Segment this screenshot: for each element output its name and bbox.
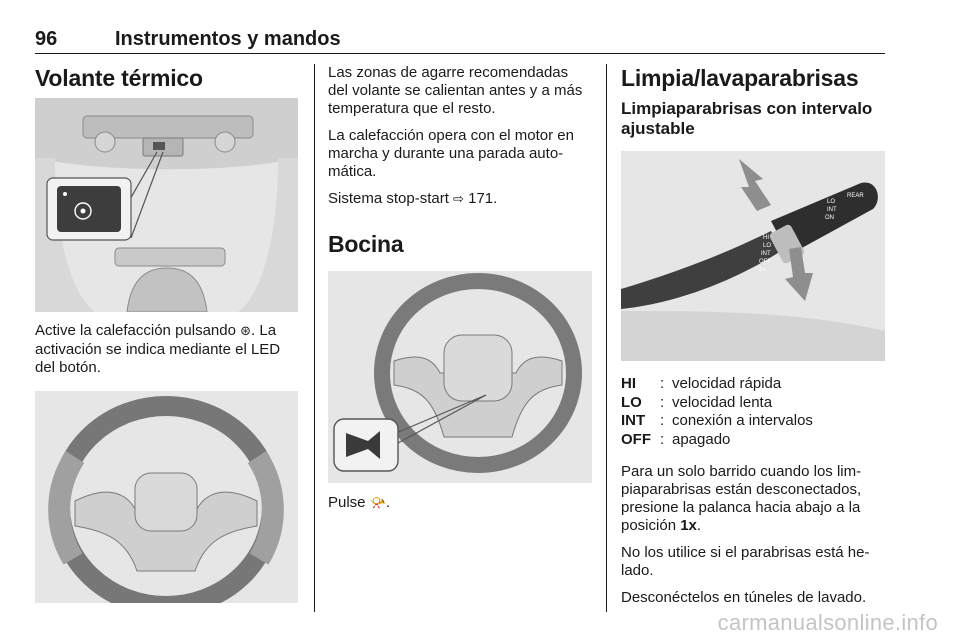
lever-label-int2: INT	[827, 207, 837, 213]
definition-row: OFF : apagado	[621, 430, 731, 448]
lever-label-rear: REAR	[847, 193, 864, 199]
figure-heated-wheel-button	[35, 98, 298, 312]
watermark: carmanualsonline.info	[717, 610, 938, 635]
paragraph-single-wipe: Para un solo barrido cuando los lim-piaparabrisas están desconectados, presione la palanca hacia abajo a la posición 1x.	[621, 463, 862, 534]
wiper-position-definitions	[621, 375, 885, 449]
subheading-interval-wiper: Limpiaparabrisas con intervalo ajustable	[621, 99, 873, 138]
column-divider	[314, 64, 315, 612]
paragraph-activation: Active la calefacción pulsando ⊛. La activación se indica mediante el LED del botón.	[35, 322, 281, 376]
lever-label-int: INT	[761, 251, 771, 257]
paragraph-press-horn: Pulse 📯.	[328, 494, 391, 511]
paragraph-car-wash: Desconéctelos en túneles de lavado.	[621, 589, 867, 606]
lever-label-on: ON	[825, 215, 834, 221]
lever-label-lo2: LO	[827, 199, 836, 205]
definition-row: LO : velocidad lenta	[621, 393, 773, 411]
page-number: 96	[35, 28, 58, 50]
column-1	[35, 64, 298, 603]
paragraph-grip-zones: Las zonas de agarre recomendadas del volante se calientan antes y a más temperatura que el resto.	[328, 64, 583, 117]
paragraph-heating-operation: La calefacción opera con el motor en marcha y durante una parada auto-mática.	[328, 127, 574, 180]
lever-label-off: OFF	[759, 259, 771, 265]
horn-icon: 📯	[369, 496, 386, 511]
paragraph-stop-start-ref: Sistema stop-start ⇨ 171.	[328, 190, 498, 207]
cross-reference-arrow-icon: ⇨	[453, 192, 464, 207]
figure-wiper-lever	[621, 151, 885, 361]
column-2	[328, 64, 592, 513]
figure-horn-steering-wheel	[328, 271, 592, 483]
running-title: Instrumentos y mandos	[115, 28, 341, 50]
definition-row: INT : conexión a intervalos	[621, 412, 813, 429]
lever-label-1x: 1x	[759, 267, 766, 273]
column-divider	[606, 64, 607, 612]
heading-wipers-washers: Limpia/lavaparabrisas	[621, 65, 859, 91]
lever-label-lo: LO	[763, 243, 772, 249]
figure-steering-wheel-heated-zones	[35, 391, 298, 603]
heading-heated-steering-wheel: Volante térmico	[35, 65, 203, 91]
paragraph-frozen-windscreen: No los utilice si el parabrisas está he-lado.	[621, 544, 870, 579]
heading-horn: Bocina	[328, 231, 404, 257]
lever-label-hi: HI	[763, 235, 769, 241]
column-3	[621, 64, 885, 607]
page-header	[35, 27, 885, 54]
heated-steering-wheel-icon: ⊛	[240, 324, 252, 339]
definition-row: HI : velocidad rápida	[621, 375, 782, 392]
